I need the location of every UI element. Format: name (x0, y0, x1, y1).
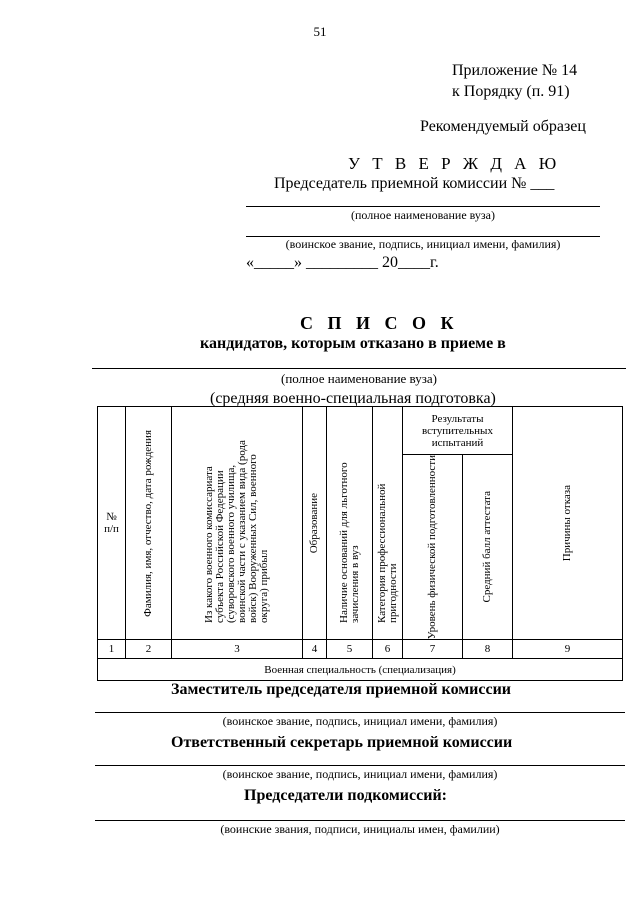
header-physical: Уровень физической подготовленности (403, 455, 463, 640)
subcommittee-chairs-title: Председатели подкомиссий: (244, 787, 447, 804)
header-origin: Из какого военного комиссариата субъекта Российской Федерации (суворовского военного училища, воинской части с указанием вида (рода войск) Вооруженных Сил, военного округа) прибыл (172, 407, 303, 640)
header-reasons: Причины отказа (513, 407, 623, 640)
subcommittee-chairs-caption: (воинские звания, подписи, инициалы имен, фамилии) (220, 822, 500, 836)
col-number-1: 1 (98, 640, 126, 659)
header-privilege: Наличие оснований для льготного зачисления в вуз (327, 407, 373, 640)
secretary-title: Ответственный секретарь приемной комиссии (171, 734, 513, 751)
secretary-caption: (воинское звание, подпись, инициал имени, фамилия) (222, 767, 498, 781)
subcommittee-chairs-line (95, 820, 625, 821)
appendix-block (452, 60, 577, 102)
appendix-reference: к Порядку (п. 91) (452, 83, 570, 100)
col-number-7: 7 (403, 640, 463, 659)
col-number-8: 8 (463, 640, 513, 659)
header-num: № п/п (98, 407, 126, 640)
university-name-caption: (полное наименование вуза) (351, 208, 495, 222)
col-number-4: 4 (303, 640, 327, 659)
approve-title: У Т В Е Р Ж Д А Ю (348, 154, 561, 173)
list-title: С П И С О К (300, 313, 459, 333)
deputy-chairman-title: Заместитель председателя приемной комиссии (171, 681, 512, 698)
col-number-5: 5 (327, 640, 373, 659)
secretary-line (95, 765, 625, 766)
signature-caption: (воинское звание, подпись, инициал имени, фамилия) (285, 237, 561, 251)
col-number-9: 9 (513, 640, 623, 659)
header-avg-score: Средний балл аттестата (463, 455, 513, 640)
deputy-chairman-line (95, 712, 625, 713)
header-name: Фамилия, имя, отчество, дата рождения (126, 407, 172, 640)
deputy-chairman-caption: (воинское звание, подпись, инициал имени, фамилия) (222, 714, 498, 728)
university-name-line (246, 206, 600, 207)
col-number-6: 6 (373, 640, 403, 659)
list-university-line (92, 368, 626, 369)
specialty-row: Военная специальность (специализация) (98, 659, 623, 681)
page-number: 51 (313, 24, 327, 39)
candidates-table (97, 406, 623, 681)
list-subtitle: кандидатов, которым отказано в приеме в (200, 335, 506, 352)
approval-date: «_____» _________ 20____г. (246, 254, 439, 271)
sample-label: Рекомендуемый образец (420, 118, 586, 135)
header-results: Результаты вступительных испытаний (403, 407, 513, 455)
header-category: Категория профессиональной пригодности (373, 407, 403, 640)
training-type: (средняя военно-специальная подготовка) (210, 390, 496, 407)
appendix-number: Приложение № 14 (452, 62, 578, 79)
col-number-2: 2 (126, 640, 172, 659)
header-education: Образование (303, 407, 327, 640)
col-number-3: 3 (172, 640, 303, 659)
chairman-line: Председатель приемной комиссии № ___ (274, 175, 555, 192)
list-university-caption: (полное наименование вуза) (281, 371, 437, 386)
